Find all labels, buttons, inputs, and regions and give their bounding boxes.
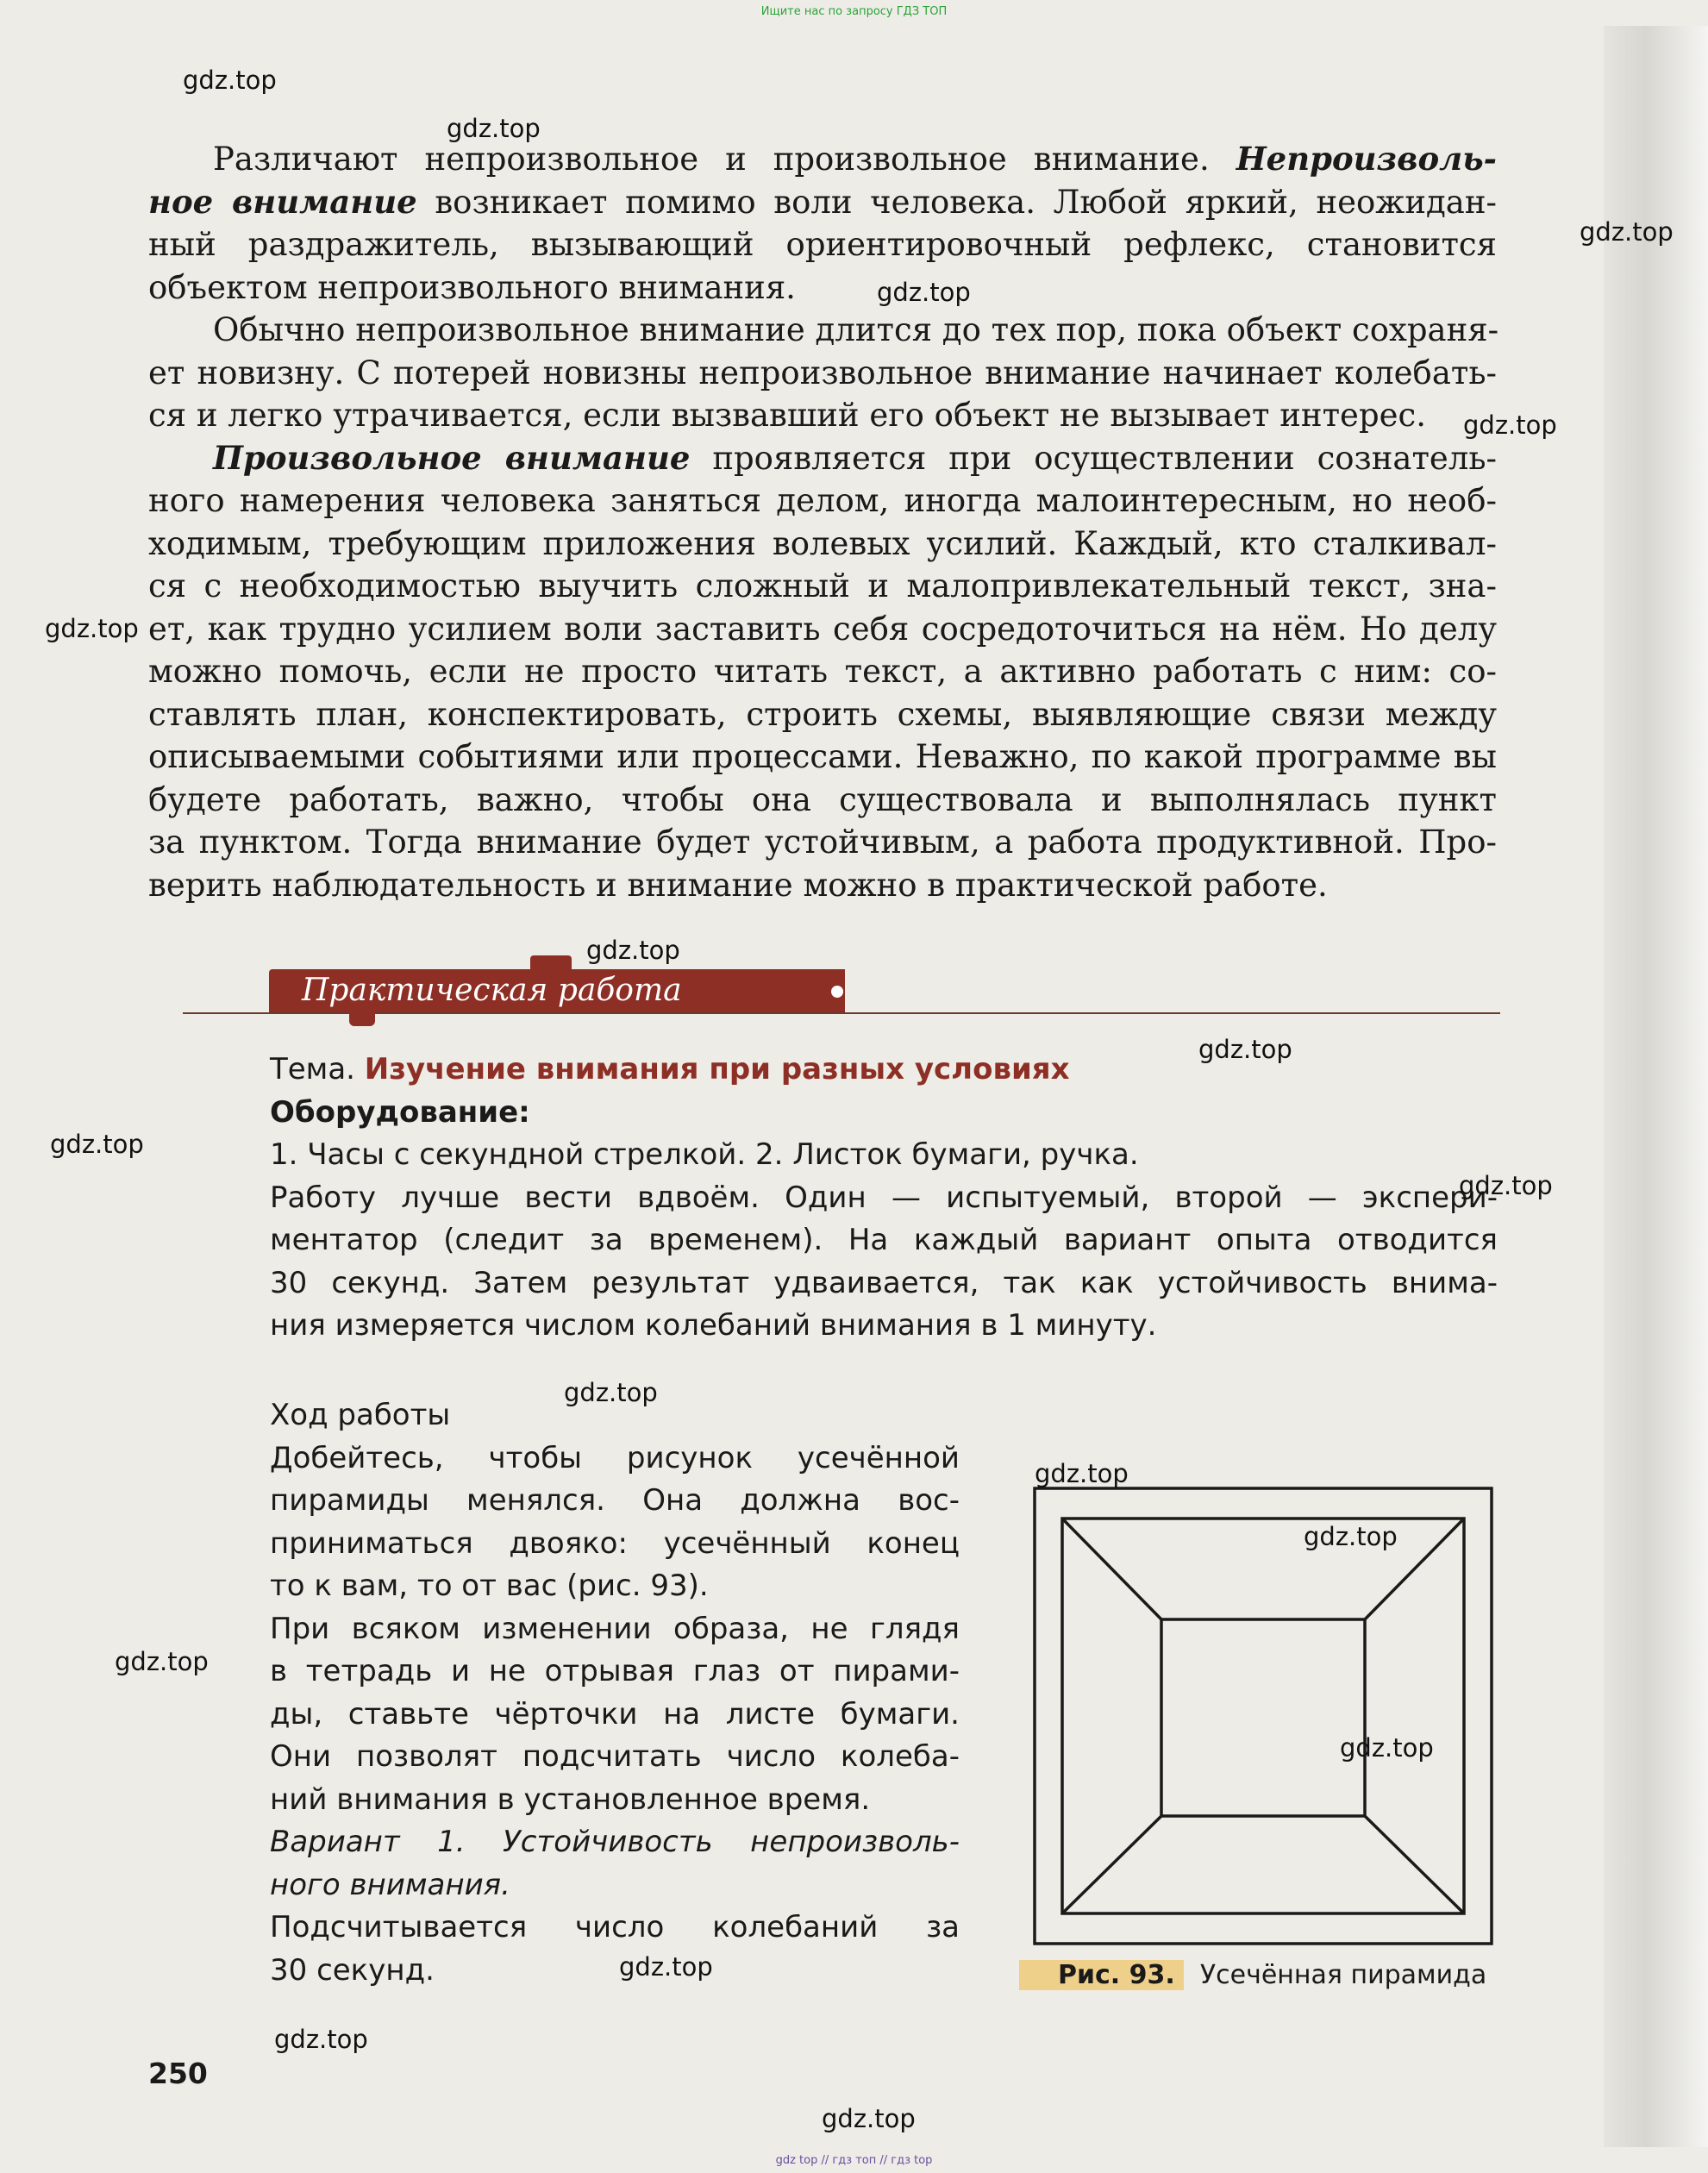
watermark: gdz.top bbox=[564, 1378, 658, 1407]
inner-square bbox=[1161, 1619, 1365, 1816]
edge-line bbox=[1365, 1816, 1464, 1913]
text-line: то к вам, то от вас (рис. 93). bbox=[270, 1569, 709, 1603]
watermark: gdz.top bbox=[1459, 1171, 1553, 1200]
watermark: gdz.top bbox=[1035, 1459, 1129, 1488]
topic-line: Тема. Изучение внимания при разных условиях bbox=[270, 1052, 1070, 1086]
watermark: gdz.top bbox=[115, 1647, 209, 1676]
topic-title: Изучение внимания при разных условиях bbox=[364, 1052, 1070, 1086]
text-line: верить наблюдательность и внимание можно в практической работе. bbox=[148, 866, 1328, 904]
text-line: пирамиды менялся. Она должна вос- bbox=[270, 1483, 960, 1518]
text-line: ного намерения человека заняться делом, иногда малоинтересным, но необ- bbox=[148, 482, 1497, 519]
watermark: gdz.top bbox=[274, 2025, 368, 2054]
watermark: gdz.top bbox=[1580, 217, 1674, 247]
watermark: gdz.top bbox=[877, 278, 971, 307]
text-line: Работу лучше вести вдвоём. Один — испытуемый, второй — экспери- bbox=[270, 1180, 1498, 1215]
equipment-header: Оборудование: bbox=[270, 1094, 530, 1130]
text-line: приниматься двояко: усечённый конец bbox=[270, 1525, 960, 1561]
watermark: gdz.top bbox=[822, 2104, 916, 2133]
edge-line bbox=[1062, 1519, 1161, 1619]
truncated-pyramid-figure bbox=[1032, 1486, 1494, 1946]
text-line: ный раздражитель, вызывающий ориентировочный рефлекс, становится bbox=[148, 226, 1497, 263]
text-line: Обычно непроизвольное внимание длится до тех пор, пока объект сохраня- bbox=[213, 311, 1499, 348]
header-note: Ищите нас по запросу ГДЗ ТОП bbox=[760, 5, 948, 18]
text-line: ное внимание возникает помимо воли человека. Любой яркий, неожидан- bbox=[148, 182, 1497, 221]
figure-caption bbox=[1019, 1959, 1486, 1992]
text-line: ся с необходимостью выучить сложный и малопривлекательный текст, зна- bbox=[148, 567, 1497, 604]
text-line: Они позволят подсчитать число колеба- bbox=[270, 1739, 960, 1774]
watermark: gdz.top bbox=[586, 936, 680, 965]
text-line: Подсчитывается число колебаний за bbox=[270, 1910, 960, 1944]
text-line: ды, ставьте чёрточки на листе бумаги. bbox=[270, 1696, 960, 1732]
text-line: ставлять план, конспектировать, строить схемы, выявляющие связи между bbox=[148, 695, 1497, 733]
text-line: в тетрадь и не отрывая глаз от пирами- bbox=[270, 1654, 960, 1688]
watermark: gdz.top bbox=[45, 614, 139, 643]
text-line: Добейтесь, чтобы рисунок усечённой bbox=[270, 1440, 960, 1475]
banner-dot bbox=[831, 986, 843, 998]
text-line: объектом непроизвольного внимания. bbox=[148, 268, 796, 306]
text-line: Различают непроизвольное и произвольное внимание. Непроизволь- bbox=[213, 140, 1497, 178]
footer-note: gdz top // гдз топ // гдз top bbox=[775, 2154, 933, 2167]
watermark: gdz.top bbox=[619, 1952, 713, 1982]
page-edge-shade bbox=[1604, 26, 1708, 2147]
text-line: 30 секунд. bbox=[270, 1952, 435, 1988]
work-progress bbox=[270, 1394, 960, 1992]
text-line: ходимым, требующим приложения волевых усилий. Каждый, кто сталкивал- bbox=[148, 524, 1497, 562]
text-line: ет, как трудно усилием воли заставить себя сосредоточиться на нём. Но делу bbox=[148, 610, 1497, 648]
watermark: gdz.top bbox=[447, 114, 541, 143]
text-line: Вариант 1. Устойчивость непроизволь- bbox=[270, 1825, 960, 1859]
text-line: описываемыми событиями или процессами. Неважно, по какой программе вы bbox=[148, 738, 1497, 775]
watermark: gdz.top bbox=[1463, 410, 1557, 440]
figure-caption-text: Усечённая пирамида bbox=[1199, 1960, 1487, 1990]
text-line: ния измеряется числом колебаний внимания в 1 минуту. bbox=[270, 1308, 1157, 1343]
watermark: gdz.top bbox=[1198, 1035, 1292, 1064]
text-line: При всяком изменении образа, не глядя bbox=[270, 1611, 960, 1646]
banner-rule bbox=[183, 1012, 1500, 1014]
watermark: gdz.top bbox=[1340, 1733, 1434, 1763]
text-line: ет новизну. С потерей новизны непроизвольное внимание начинает колебать- bbox=[148, 354, 1497, 391]
figure-label: Рис. 93. bbox=[1019, 1960, 1184, 1990]
page-number: 250 bbox=[148, 2057, 208, 2090]
practical-work-title: Практическая работа bbox=[302, 973, 682, 1008]
text-line: 30 секунд. Затем результат удваивается, так как устойчивость внима- bbox=[270, 1265, 1498, 1300]
text-line: Произвольное внимание проявляется при осуществлении сознатель- bbox=[213, 438, 1497, 477]
practical-intro bbox=[270, 1049, 1498, 1348]
main-paragraph bbox=[148, 138, 1497, 906]
text-line: ментатор (следит за временем). На каждый вариант опыта отводится bbox=[270, 1223, 1498, 1257]
edge-line bbox=[1062, 1816, 1161, 1913]
text-line: ного внимания. bbox=[270, 1867, 510, 1902]
text-line: за пунктом. Тогда внимание будет устойчивым, а работа продуктивной. Про- bbox=[148, 823, 1497, 861]
text-line: 1. Часы с секундной стрелкой. 2. Листок бумаги, ручка. bbox=[270, 1137, 1139, 1172]
text-line: можно помочь, если не просто читать текст, а активно работать с ним: со- bbox=[148, 653, 1497, 690]
watermark: gdz.top bbox=[183, 66, 277, 95]
figure-frame bbox=[1035, 1488, 1492, 1944]
watermark: gdz.top bbox=[50, 1130, 144, 1159]
watermark: gdz.top bbox=[1304, 1522, 1398, 1551]
progress-header: Ход работы bbox=[270, 1398, 451, 1432]
text-line: будете работать, важно, чтобы она существовала и выполнялась пункт bbox=[148, 780, 1497, 818]
text-line: ся и легко утрачивается, если вызвавший его объект не вызывает интерес. bbox=[148, 397, 1427, 434]
text-line: ний внимания в установленное время. bbox=[270, 1782, 871, 1817]
